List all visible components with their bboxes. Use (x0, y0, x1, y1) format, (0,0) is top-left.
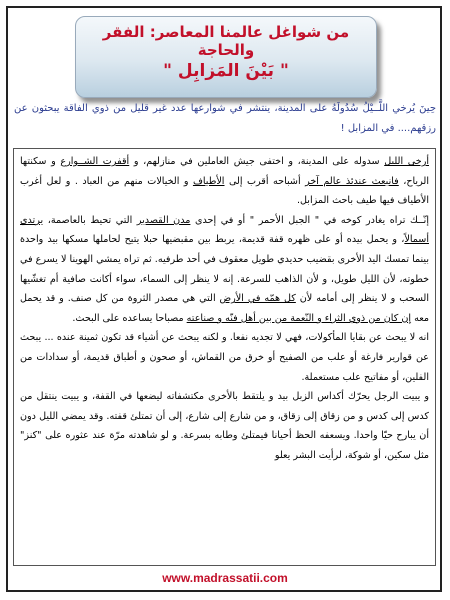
page-subtitle: " بَيْنَ المَزابِل " (163, 61, 289, 81)
paragraph-text: مصباحا يساعده على البحث. (72, 312, 187, 324)
page-title: من شواغل عالمنا المعاصر: الفقر والحاجة (102, 23, 350, 59)
underlined-phrase: فانبعث عندئذ عالم آخر (305, 175, 399, 187)
paragraph-text: إنّــك تراه يغادر كوخه في " الجبل الأحمر " أو في إحدى (190, 214, 430, 226)
underlined-phrase: الأطياف (192, 175, 225, 187)
paragraph-text: و سكنتها الرياح، (20, 156, 429, 187)
underlined-phrase: أرخى الليل (384, 156, 429, 167)
paragraph-text: التي هي مصدر الثروة من كل صنف. و قد يحمل معه (20, 293, 429, 324)
paragraph-4: و يبيت الرجل يحرّك أكداس الزبل بيد و يلتقط بالأخرى مكتشفاته ليضعها في القفة، و يبيت ينتقل من كدس إلى كدس و من زقاق إلى زقاق، و من شارع إلى شارع، إلى أن تمتلئ قفته. وقد يمضي الليل دون أن يبارح حيّا واحدا. ويسعفه الحظ أحيانا فيمتلئ وطابه بسرعة. و لو شاهدته مرّة عند عثوره على "كنز" مثل سكين، أو شوكة، لرأيت البشر يعلو (20, 391, 429, 461)
underlined-phrase: أقفرت الشــوارع (60, 156, 130, 167)
paragraph-text: و الخيالات منهم من العباد . و لعل أغرب الأطياف فيها طيف باحث المزابل. (20, 175, 429, 207)
paragraph-1 (20, 152, 429, 211)
underlined-phrase: يرتدي أسمالاً (20, 214, 429, 246)
title-box (75, 16, 377, 98)
paragraph-text: ، و يحمل بيده أو على ظهره قفة قديمة، يربط بين مقبضيها حبلا يتيح لحاملها مسكها بيد واحدة بينما تمسك اليد الأخرى بقضيب حديدي طويل معقوف في أحد طرفيه. ثم تراه يمشي الهوينا لا يسرع في خطوته، لأن الليل طويل، و لأن الذاهب للسرعة. إنه لا ينظر إلى السماء، سواء أكانت صافية أم تغشّيها السحب و لا ينظر إلى أمامه لأن (20, 234, 429, 305)
paragraph-text: أشباحه أقرب إلى (224, 175, 306, 187)
paragraph-2 (20, 211, 429, 329)
intro-paragraph: حِينَ يُرخي اللَّــيْلُ سُدُولَهُ على المدينة، ينتشر في شوارعها عدد غير قليل من ذوي الفاقة يبحثون عن رزقهم.... في المزابل ! (14, 103, 436, 134)
paragraph-text: التي تحيط بالعاصمة، (43, 214, 137, 226)
underlined-phrase: مدن القصدير (136, 214, 191, 226)
paragraph-text: سدوله على المدينة، و اختفى جيش العاملين في منازلهم، و (129, 156, 385, 167)
footer-website: www.madrassatii.com (162, 571, 288, 585)
underlined-phrase: كل همّه في الأرض (219, 293, 296, 305)
text-box (13, 148, 436, 566)
paragraph-3: انه لا يبحث عن بقايا المأكولات، فهي لا تجديه نفعا. و لكنه يبحث عن أشياء قد تكون ثمينة عنده ... يبحث عن قوارير فارغة أو علب من الصفيح أو خرق من القماش، أو صحون و أطباق قديمة، أو سدادات من الفلين، أو مفاتيح علب مستعملة. (20, 332, 429, 383)
underlined-phrase: إن كان من ذوي الثراء و النّعمة من بين أهل فنّه و صناعته (186, 312, 412, 324)
